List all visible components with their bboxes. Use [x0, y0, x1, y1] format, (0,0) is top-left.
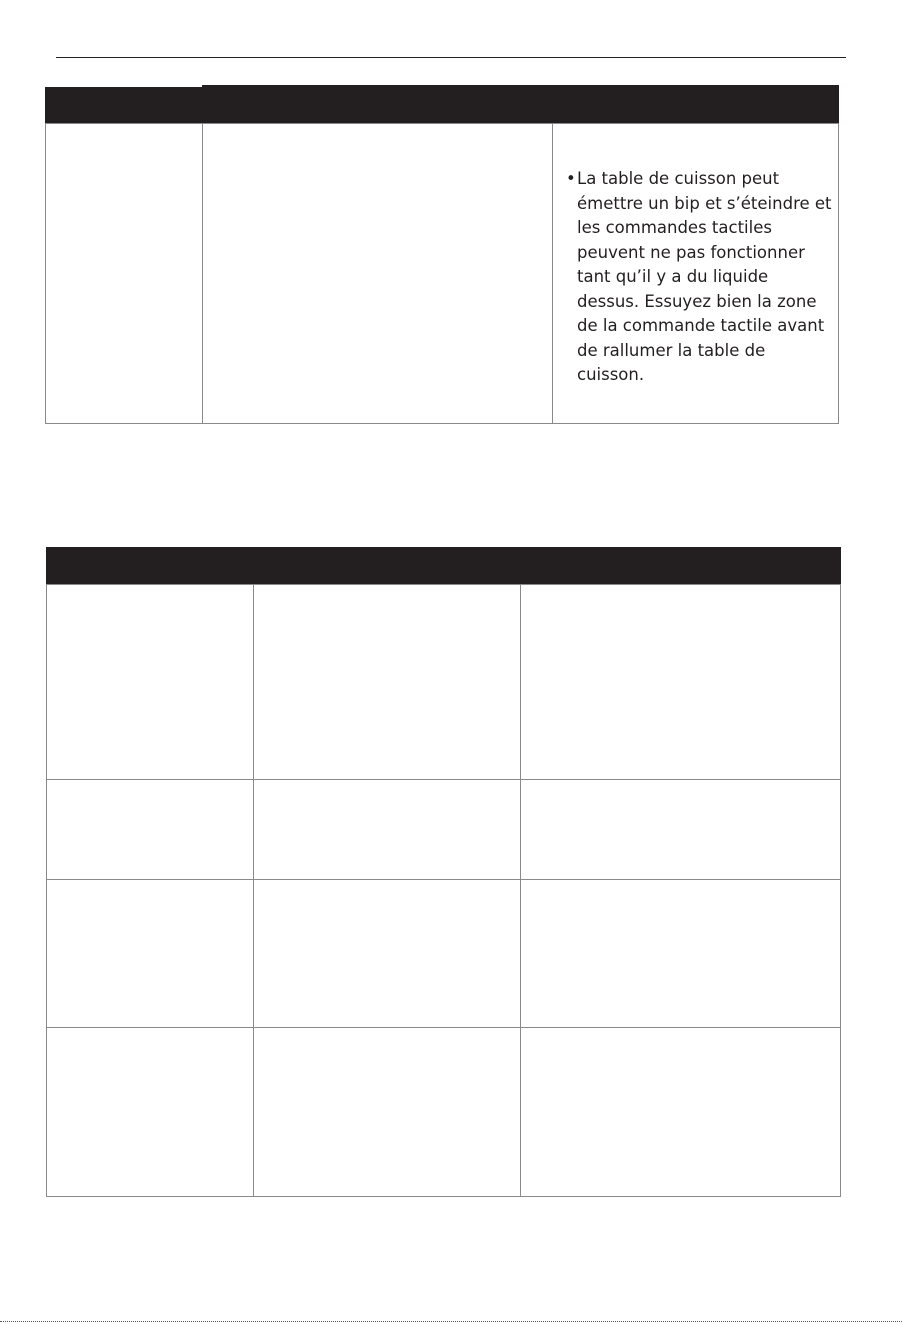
page-bottom-edge [0, 1321, 902, 1323]
table1-header-cell-1 [45, 87, 202, 124]
solution-text: La table de cuisson peut émettre un bip et s’éteindre et les commandes tactiles peuvent ne pas fonctionner tant qu’il y a du liquide dessus. Essuyez bien la zone de la commande tactile avant de rallumer la table de cuisson. [577, 169, 832, 384]
header-rule [56, 57, 846, 58]
table2-row2-col2 [253, 779, 521, 880]
table2-row3-col1 [46, 879, 254, 1028]
bullet-marker: • [566, 169, 576, 188]
table1-cell-problem [45, 123, 203, 424]
table2-row1-col2 [253, 584, 521, 780]
table1-header-cell-2 [202, 85, 552, 124]
table2-header-cell-3 [520, 547, 841, 584]
table2-row4-col3 [520, 1027, 841, 1197]
table2-row2-col3 [520, 779, 841, 880]
table2-row2-col1 [46, 779, 254, 880]
table2-header-cell-1 [46, 547, 253, 584]
table2-row4-col2 [253, 1027, 521, 1197]
table2-header-cell-2 [253, 547, 520, 584]
table1-cell-cause [202, 123, 553, 424]
table1-solution-note [566, 167, 834, 388]
table2-row3-col3 [520, 879, 841, 1028]
table1-header-cell-3 [552, 85, 839, 124]
table2-row4-col1 [46, 1027, 254, 1197]
table2-row1-col3 [520, 584, 841, 780]
table2-row3-col2 [253, 879, 521, 1028]
table2-row1-col1 [46, 584, 254, 780]
